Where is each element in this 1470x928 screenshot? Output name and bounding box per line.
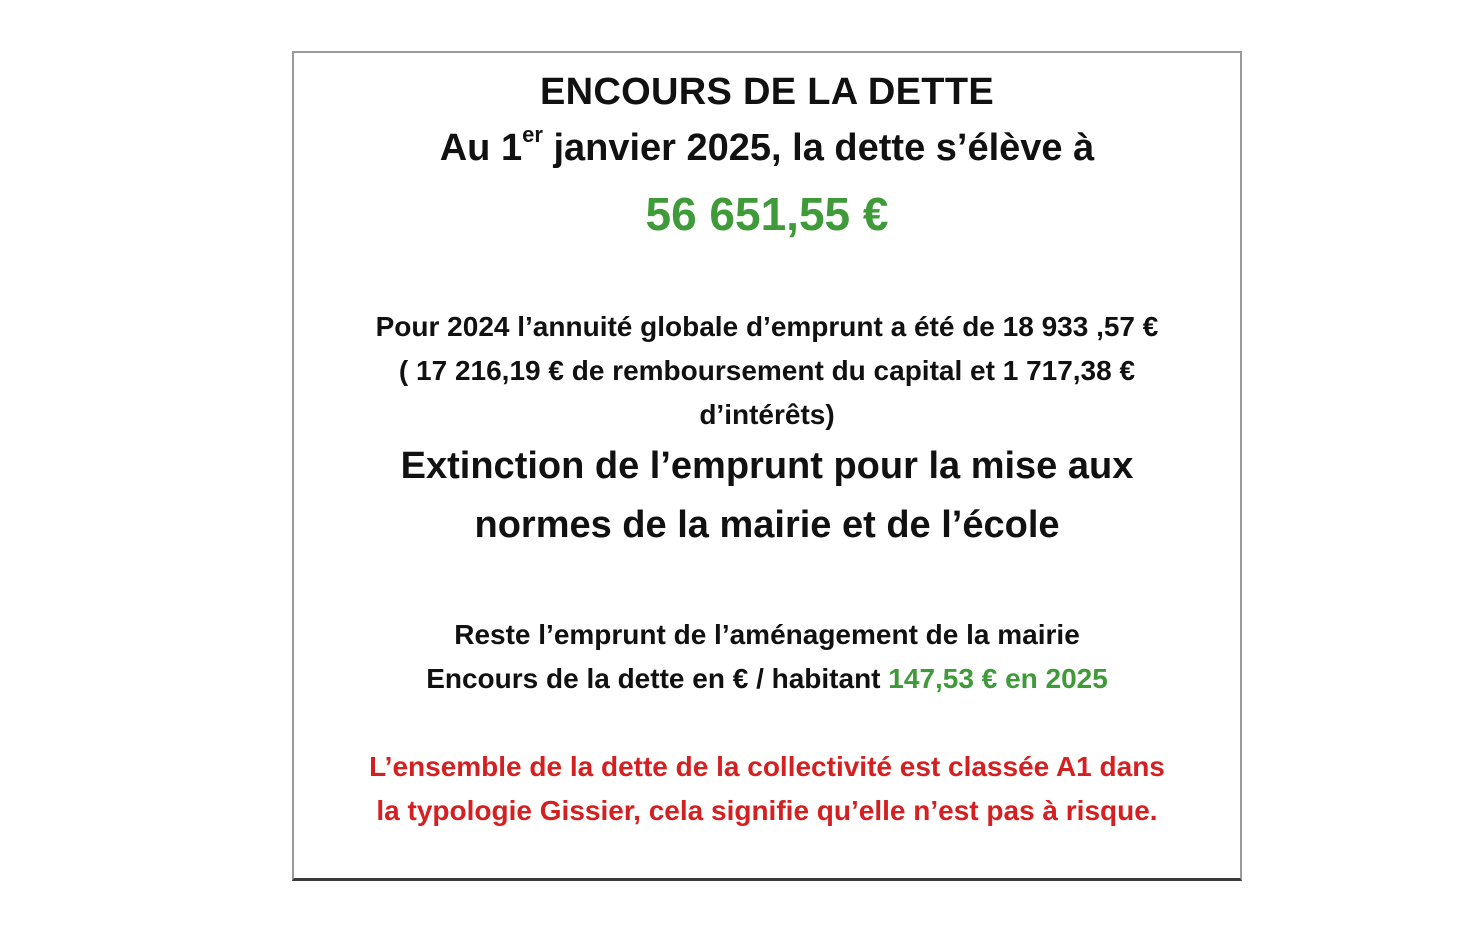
debt-per-inhabitant	[294, 663, 1240, 695]
date-statement	[294, 122, 1240, 170]
debt-info-box	[292, 51, 1242, 881]
date-statement-prefix: Au 1	[439, 127, 523, 169]
risk-note-line-1: L’ensemble de la dette de la collectivité est classée A1 dans	[369, 751, 1165, 782]
remaining-loan-text: Reste l’emprunt de l’aménagement de la mairie	[454, 619, 1080, 650]
date-statement-suffix: janvier 2025, la dette s’élève à	[542, 127, 1095, 169]
extinction-line-1: Extinction de l’emprunt pour la mise aux	[400, 445, 1134, 487]
annuity-line-2: ( 17 216,19 € de remboursement du capital et 1 717,38 €	[398, 355, 1136, 386]
per-inhabitant-label: Encours de la dette en € / habitant	[426, 663, 889, 694]
debt-amount: 56 651,55 €	[645, 188, 889, 240]
annuity-line-1: Pour 2024 l’annuité globale d’emprunt a été de 18 933 ,57 €	[375, 311, 1159, 342]
extinction-line-2: normes de la mairie et de l’école	[474, 504, 1060, 546]
box-title: ENCOURS DE LA DETTE	[540, 71, 994, 113]
date-ordinal-superscript: er	[522, 122, 543, 147]
annuity-line-3: d’intérêts)	[699, 399, 835, 430]
per-inhabitant-value: 147,53 € en 2025	[888, 663, 1108, 694]
risk-note-line-2: la typologie Gissier, cela signifie qu’elle n’est pas à risque.	[376, 795, 1158, 826]
